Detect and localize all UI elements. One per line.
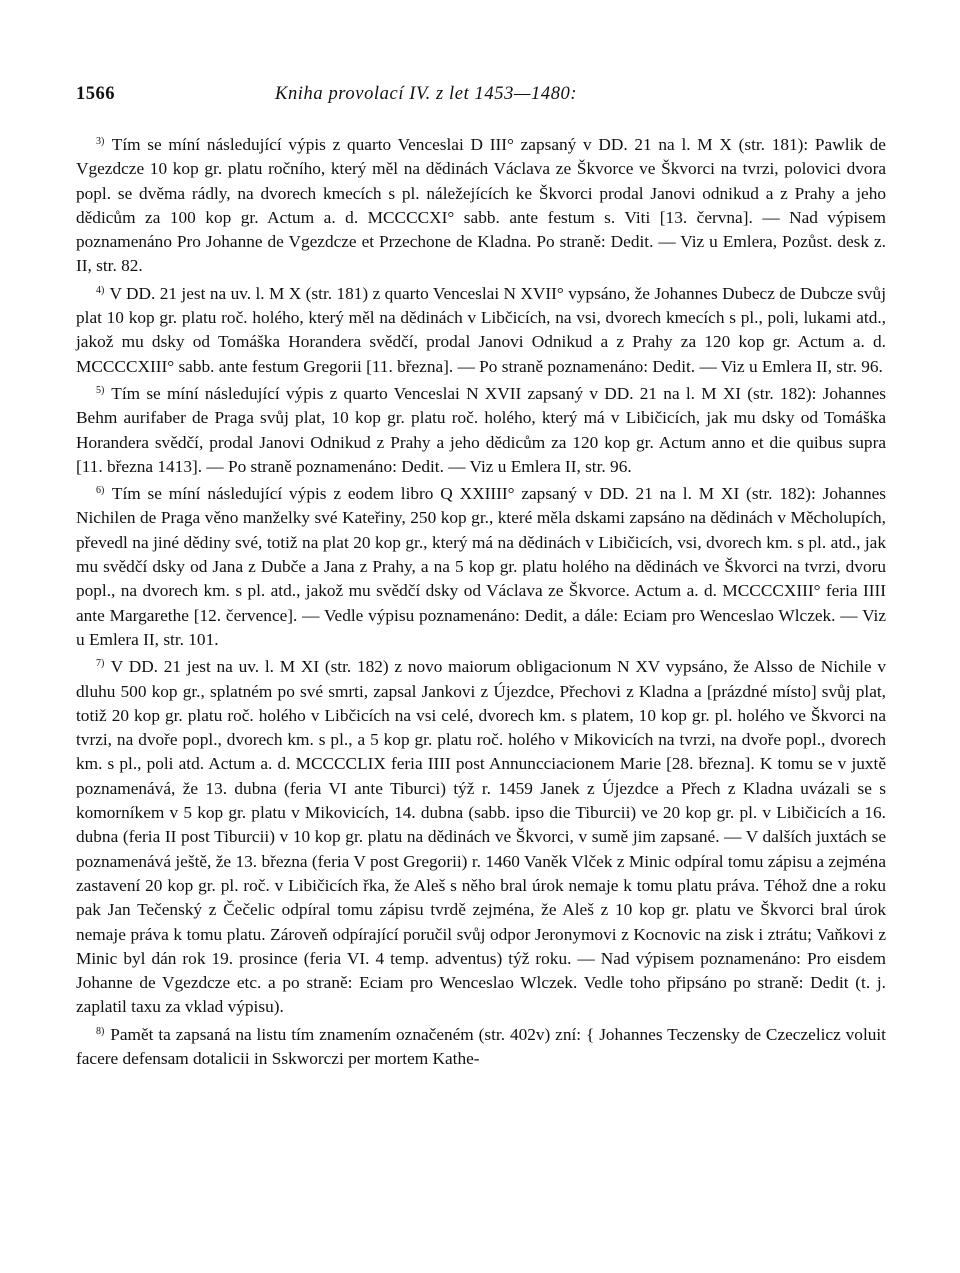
footnote-text: Tím se míní následující výpis z quarto Venceslai D III° zapsaný v DD. 21 na l. M X (str. 181): Pawlik de Vgezdcze 10 kop gr. platu ročního, který měl na dědinách Václava ze Škvorce ve Škvorci na tvrzi, polovici dvora popl. se dvěma rádly, na dvorech kmecích s pl. náležejících ke Škvorci prodal Janovi odnikud a z Prahy a jeho dědicům za 100 kop gr. Actum a. d. MCCCCXI° sabb. ante festum s. Viti [13. června]. — Nad výpisem poznamenáno Pro Johanne de Vgezdcze et Przechone de Kladna. Po straně: Dedit. — Viz u Emlera, Pozůst. desk z. II, str. 82. (76, 135, 886, 276)
footnote-marker: 6) (96, 485, 105, 497)
footnote-8 (76, 1020, 886, 1072)
footnotes (76, 130, 886, 1071)
footnote-6 (76, 479, 886, 652)
footnote-text: Pamět ta zapsaná na listu tím znamením označeném (str. 402v) zní: { Johannes Teczensky de Czeczelicz voluit facere defensam dotalicii in Sskworczi per mortem Kathe- (76, 1024, 886, 1068)
page-header (76, 84, 886, 118)
footnote-marker: 7) (96, 658, 105, 670)
footnote-text: V DD. 21 jest na uv. l. M XI (str. 182) z novo maiorum obligacionum N XV vypsáno, že Alsso de Nichile v dluhu 500 kop gr., splatném po své smrti, zapsal Jankovi z Újezdce, Přechovi z Kladna a [prázdné místo] svůj plat, totiž 20 kop gr. platu roč. holého v Libčicích na vsi celé, dvorech km. s platem, 10 kop gr. pl. holého ve Škvorci na tvrzi, na dvoře popl., dvorech km. s pl., a 5 kop gr. platu roč. holého v Mikovicích na tvrzi, na dvoře popl., dvorech km. s pl., poli atd. Actum a. d. MCCCCLIX feria IIII post Annuncciacionem Marie [28. března]. K tomu se v juxtě poznamenává, že 13. dubna (feria VI ante Tiburci) týž r. 1459 Janek z Újezdce a Přech z Kladna uvázali se s komorníkem v 5 kop gr. platu v Mikovicích, 14. dubna (sabb. ipso die Tiburcii) ve 20 kop gr. pl. v Libičicích a 16. dubna (feria II post Tiburcii) v 10 kop gr. platu na dědinách ve Škvorci, v sumě jim zapsané. — V dalších juxtách se poznamenává ještě, že 13. března (feria V post Gregorii) r. 1460 Vaněk Vlček z Minic odpíral tomu zápisu a zejména zastavení 20 kop gr. pl. roč. v Libičicích řka, že Aleš s něho bral úrok nemaje k tomu platu práva. Téhož dne a roku pak Jan Tečenský z Čečelic odpíral tomu zápisu tvrdě zejména, že Aleš z 10 kop gr. platu ve Škvorci bral úrok nemaje práva k tomu platu. Zároveň odpírající poručil svůj odpor Jeronymovi z Kocnovic na zisk i ztrátu; Vaňkovi z Minic byl dán rok 19. prosince (feria VI. 4 temp. adventus) týž roku. — Nad výpisem poznamenáno: Pro eisdem Johanne de Vgezdcze etc. a po straně: Eciam pro Wenceslao Wlczek. Vedle toho připsáno po straně: Dedit (t. j. zaplatil taxu za vklad výpisu). (76, 657, 887, 1017)
footnote-marker: 3) (96, 136, 105, 147)
footnote-text: Tím se míní následující výpis z eodem libro Q XXIIII° zapsaný v DD. 21 na l. M XI (str. 182): Johannes Nichilen de Praga věno manželky své Kateřiny, 250 kop gr., které měla dskami zapsáno na dědinách v Měcholupích, převedl na jiné dědiny své, totiž na plat 20 kop gr., který má na dědinách v Libičicích, vsi, dvorech km. s pl. atd., jak mu svědčí dsky od Jana z Dubče a Jana z Prahy, a na 5 kop gr. platu holého na dědinách ve Škvorci na tvrzi, dvoru popl., na dvorech km. s pl. atd., jakož mu svědčí dsky od Václava ze Škvorce. Actum a. d. MCCCCXIII° feria IIII ante Margarethe [12. července]. — Vedle výpisu poznamenáno: Dedit, a dále: Eciam pro Wenceslao Wlczek. — Viz u Emlera II, str. 101. (76, 484, 886, 649)
footnote-7 (76, 652, 886, 1019)
footnote-4 (76, 279, 886, 379)
footnote-3 (76, 130, 886, 279)
footnote-5 (76, 379, 886, 479)
document-page (76, 84, 886, 1071)
footnote-marker: 5) (96, 384, 105, 396)
page-number: 1566 (76, 84, 115, 104)
footnote-text: Tím se míní následující výpis z quarto Venceslai N XVII zapsaný v DD. 21 na l. M XI (str. 182): Johannes Behm aurifaber de Praga svůj plat, 10 kop gr. platu roč. holého, který má v Libičicích, jak mu dsky od Tomáška Horandera svědčí, prodal Janovi Odnikud z Prahy a jeho dědicům za 120 kop gr. Actum anno et die quibus supra [11. března 1413]. — Po straně poznamenáno: Dedit. — Viz u Emlera II, str. 96. (76, 383, 886, 476)
footnote-marker: 4) (96, 284, 105, 296)
footnote-text: V DD. 21 jest na uv. l. M X (str. 181) z quarto Venceslai N XVII° vypsáno, že Johannes Dubecz de Dubcze svůj plat 10 kop gr. platu roč. holého, který měl na dědinách v Libčicích, na vsi, dvorech kmecích s pl., poli, lukami atd., jakož mu dsky od Tomáška Horandera svědčí, prodal Janovi Odnikud a z Prahy za 120 kop gr. Actum a. d. MCCCCXIII° sabb. ante festum Gregorii [11. března]. — Po straně poznamenáno: Dedit. — Viz u Emlera II, str. 96. (76, 283, 886, 376)
footnote-marker: 8) (96, 1025, 105, 1037)
running-title: Kniha provolací IV. z let 1453—1480: (275, 84, 578, 104)
